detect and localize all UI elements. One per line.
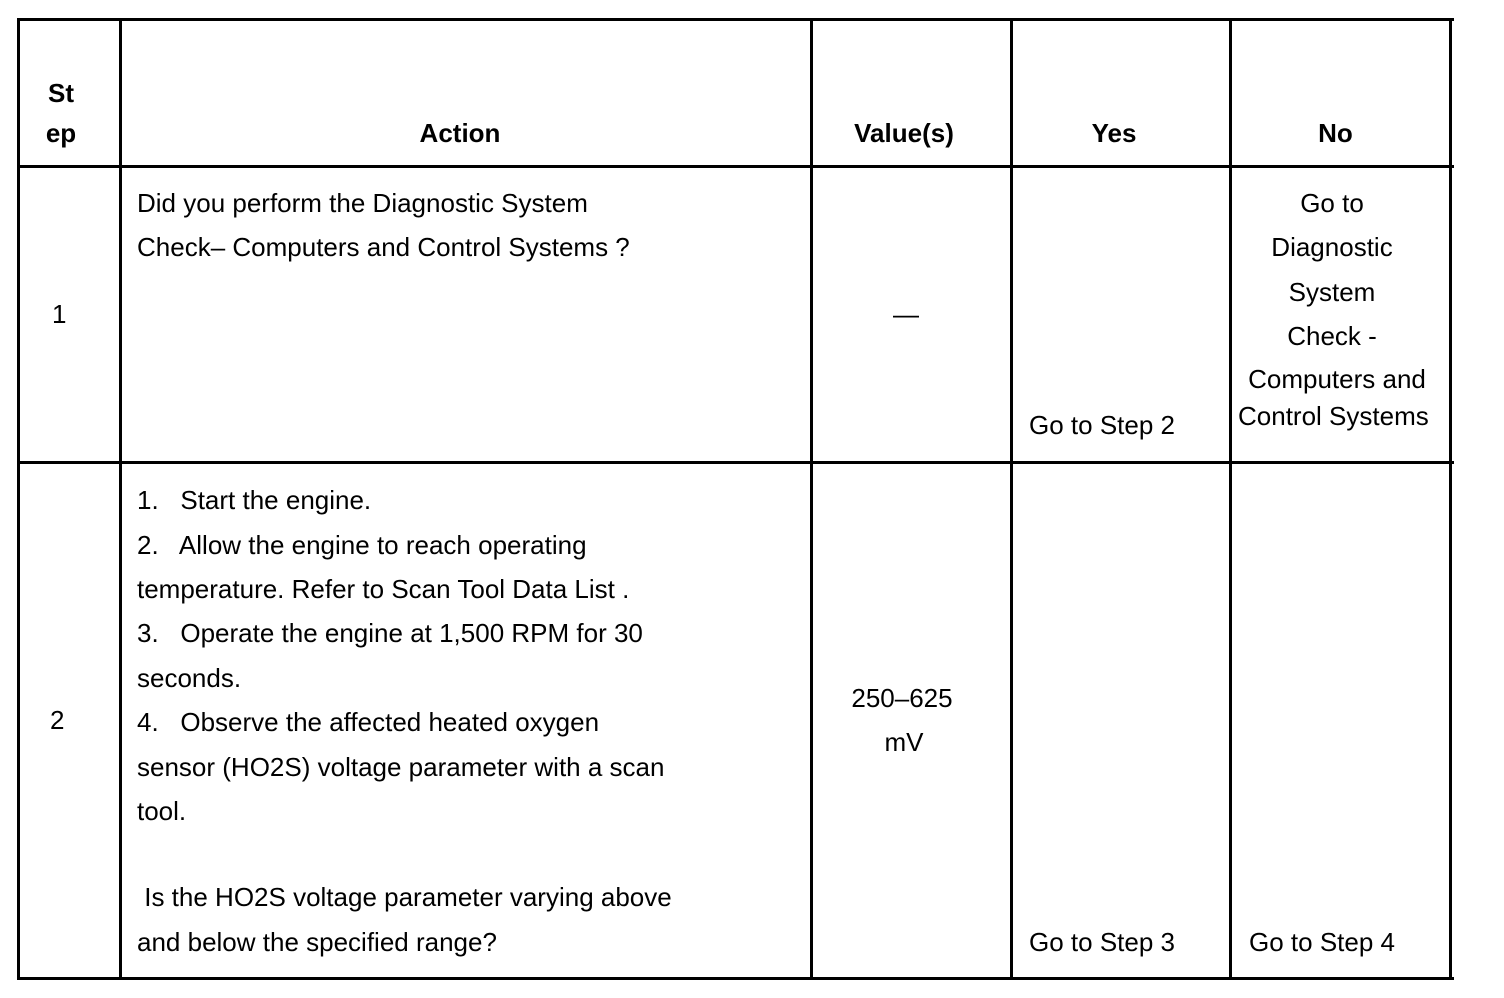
row2-value-line2: mV: [884, 727, 924, 757]
action-column-divider: [810, 18, 813, 980]
row2-step-number: 2: [50, 705, 65, 735]
row2-action-line8: tool.: [137, 796, 187, 826]
row1-yes-link[interactable]: Go to Step 2: [1029, 410, 1175, 440]
row1-action-line2: Check– Computers and Control Systems ?: [137, 232, 630, 262]
row2-no-link[interactable]: Go to Step 4: [1249, 927, 1395, 957]
table-right-border: [1449, 18, 1452, 980]
step-column-divider: [119, 18, 122, 980]
row2-action-line6: 4. Observe the affected heated oxygen: [137, 707, 600, 737]
row2-value-line1: 250–625: [851, 683, 953, 713]
row2-action-line7: sensor (HO2S) voltage parameter with a scan: [137, 752, 665, 782]
header-yes: Yes: [1091, 118, 1137, 148]
header-bottom-border: [17, 165, 1454, 168]
row1-no-line1: Go to: [1300, 188, 1364, 218]
row1-no-line5: Computers and: [1248, 364, 1426, 394]
header-action: Action: [419, 118, 501, 148]
header-values: Value(s): [854, 118, 954, 148]
row1-value: —: [893, 299, 919, 329]
row1-no-line4: Check -: [1287, 321, 1377, 351]
row2-action-line5: seconds.: [137, 663, 242, 693]
row1-bottom-border: [17, 461, 1454, 464]
row1-no-line2: Diagnostic: [1271, 232, 1393, 262]
row2-question-line1: Is the HO2S voltage parameter varying above: [137, 882, 672, 912]
header-step-line1: St: [48, 78, 74, 108]
header-step-line2: ep: [45, 118, 77, 148]
row1-step-number: 1: [52, 299, 67, 329]
row2-question-line2: and below the specified range?: [137, 927, 497, 957]
table-bottom-border: [17, 977, 1454, 980]
row1-no-line3: System: [1288, 277, 1376, 307]
values-column-divider: [1010, 18, 1013, 980]
row1-action-line1: Did you perform the Diagnostic System: [137, 188, 588, 218]
row1-no-line6: Control Systems: [1238, 401, 1429, 431]
header-no: No: [1318, 118, 1353, 148]
table-left-border: [17, 18, 20, 980]
row2-action-line2: 2. Allow the engine to reach operating: [137, 530, 587, 560]
yes-column-divider: [1229, 18, 1232, 980]
row2-action-line1: 1. Start the engine.: [137, 485, 372, 515]
table-top-border: [17, 18, 1454, 21]
row2-action-line4: 3. Operate the engine at 1,500 RPM for 30: [137, 618, 643, 648]
row2-action-line3: temperature. Refer to Scan Tool Data List .: [137, 574, 630, 604]
row2-yes-link[interactable]: Go to Step 3: [1029, 927, 1175, 957]
